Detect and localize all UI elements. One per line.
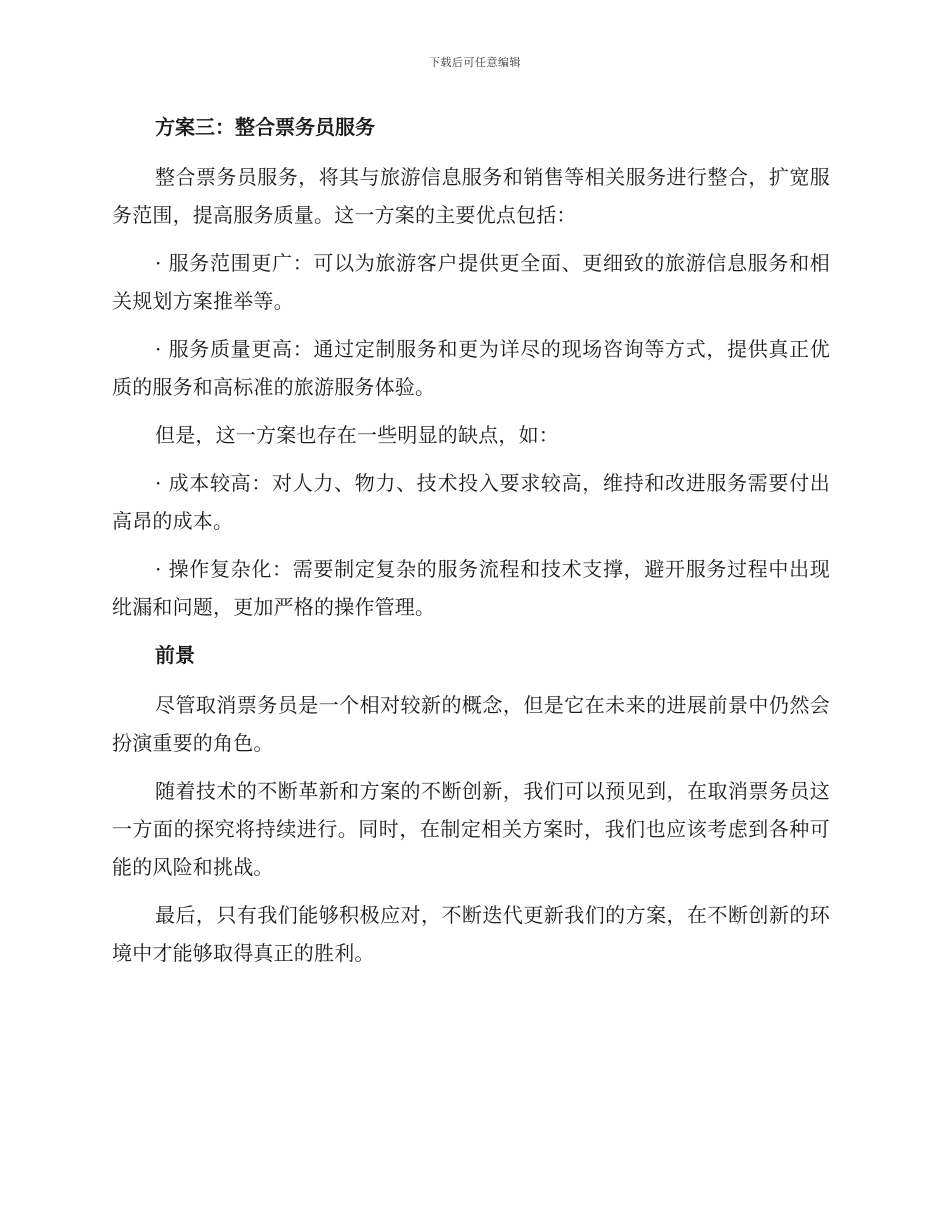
list-item-con-cost: · 成本较高：对人力、物力、技术投入要求较高，维持和改进服务需要付出高昂的成本。	[112, 471, 830, 533]
document-body	[112, 108, 830, 982]
paragraph-intro: 整合票务员服务，将其与旅游信息服务和销售等相关服务进行整合，扩宽服务范围，提高服务质量。这一方案的主要优点包括：	[112, 165, 830, 227]
paragraph-outlook-3: 最后，只有我们能够积极应对，不断迭代更新我们的方案，在不断创新的环境中才能够取得真正的胜利。	[112, 903, 830, 965]
section-heading-plan-three: 方案三：整合票务员服务	[155, 115, 375, 139]
list-item-pro-quality: · 服务质量更高：通过定制服务和更为详尽的现场咨询等方式，提供真正优质的服务和高标准的旅游服务体验。	[112, 337, 830, 399]
list-item-con-complexity: · 操作复杂化：需要制定复杂的服务流程和技术支撑，避开服务过程中出现纰漏和问题，更加严格的操作管理。	[112, 557, 830, 619]
paragraph-cons-intro: 但是，这一方案也存在一些明显的缺点，如：	[155, 423, 559, 447]
paragraph-outlook-1: 尽管取消票务员是一个相对较新的概念，但是它在未来的进展前景中仍然会扮演重要的角色。	[112, 693, 830, 755]
section-heading-outlook: 前景	[155, 643, 195, 667]
header-note: 下载后可任意编辑	[429, 56, 521, 69]
paragraph-outlook-2: 随着技术的不断革新和方案的不断创新，我们可以预见到，在取消票务员这一方面的探究将持续进行。同时，在制定相关方案时，我们也应该考虑到各种可能的风险和挑战。	[112, 779, 830, 879]
list-item-pro-scope: · 服务范围更广：可以为旅游客户提供更全面、更细致的旅游信息服务和相关规划方案推举等。	[112, 251, 830, 313]
